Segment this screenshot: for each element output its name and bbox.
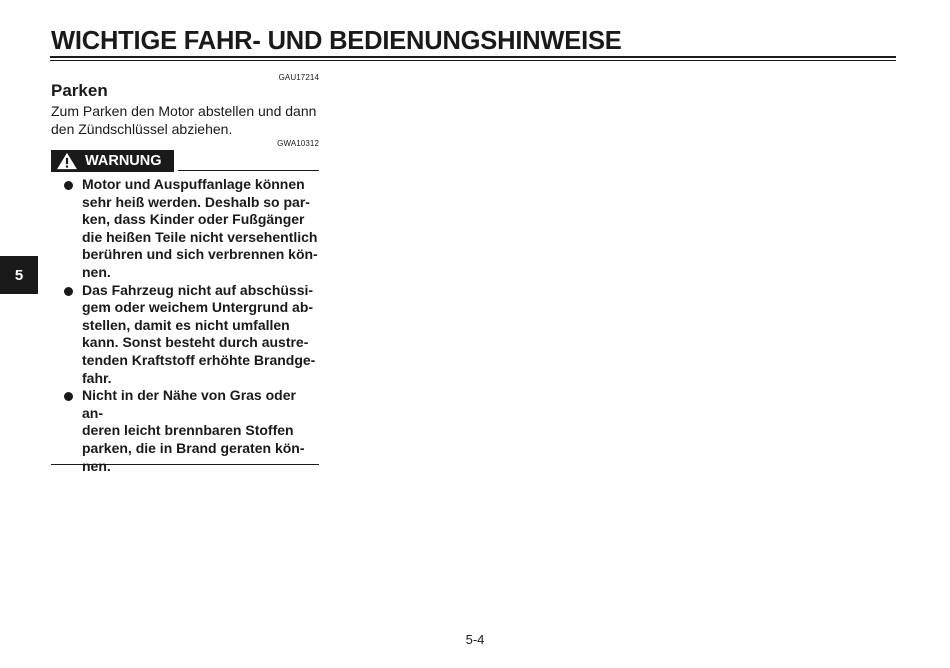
chapter-tab: 5 xyxy=(0,256,38,294)
warning-item: Das Fahrzeug nicht auf abschüssi- gem oder weichem Untergrund ab- stellen, damit es nicht umfallen kann. Sonst besteht durch austre- tenden Kraftstoff erhöhte Brandge- fahr. xyxy=(51,282,319,388)
warning-triangle-icon xyxy=(55,152,79,170)
warning-item: Motor und Auspuffanlage können sehr heiß werden. Deshalb so par- ken, dass Kinder oder Fußgänger die heißen Teile nicht versehentlich berühren und sich verbrennen kön- nen. xyxy=(51,176,319,282)
section-body xyxy=(51,102,326,138)
warning-ref-code: GWA10312 xyxy=(277,139,319,148)
warning-end-rule xyxy=(51,464,319,465)
page-title: WICHTIGE FAHR- UND BEDIENUNGSHINWEISE xyxy=(51,27,622,55)
bullet-icon xyxy=(64,392,73,401)
body-line: Zum Parken den Motor abstellen und dann xyxy=(51,103,317,119)
warning-label: WARNUNG xyxy=(85,153,162,169)
title-rule xyxy=(50,56,896,58)
title-rule-thin xyxy=(50,60,896,61)
page-number: 5-4 xyxy=(465,632,485,647)
section-ref-code: GAU17214 xyxy=(278,73,319,82)
warning-rule xyxy=(178,170,319,171)
warning-item: Nicht in der Nähe von Gras oder an- deren leicht brennbaren Stoffen parken, die in Brand geraten kön- nen. xyxy=(51,387,319,475)
body-line: den Zündschlüssel abziehen. xyxy=(51,121,233,137)
warning-badge xyxy=(51,150,174,172)
section-heading: Parken xyxy=(51,81,108,100)
bullet-icon xyxy=(64,287,73,296)
warning-list xyxy=(51,176,319,475)
bullet-icon xyxy=(64,181,73,190)
